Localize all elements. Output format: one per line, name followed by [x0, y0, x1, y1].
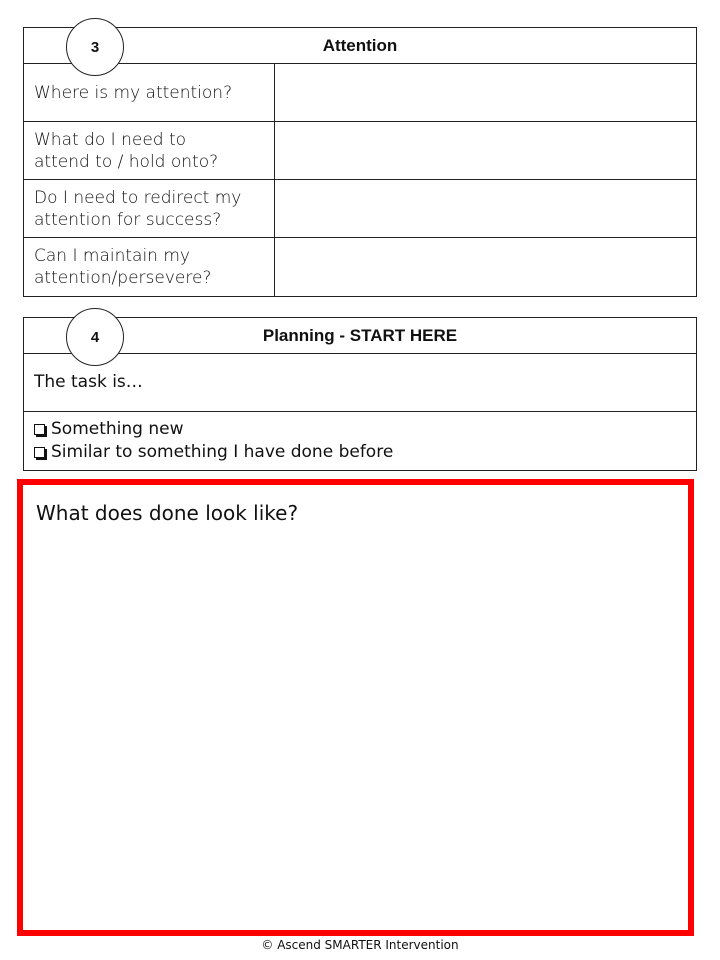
attention-question — [24, 64, 275, 121]
checklist-item-similar[interactable] — [34, 441, 686, 464]
attention-question — [24, 238, 275, 296]
attention-section — [23, 27, 697, 297]
attention-question-line: Where is my attention? — [34, 82, 233, 103]
done-prompt: What does done look like? — [36, 501, 299, 525]
attention-row — [24, 122, 696, 180]
copyright-footer: © Ascend SMARTER Intervention — [261, 938, 459, 952]
attention-question — [24, 180, 275, 237]
attention-row — [24, 238, 696, 296]
attention-row — [24, 64, 696, 122]
done-answer-box[interactable] — [17, 479, 694, 936]
attention-number-badge — [66, 18, 124, 76]
planning-header — [24, 318, 696, 354]
attention-header — [24, 28, 696, 64]
attention-answer-field[interactable] — [275, 64, 696, 121]
attention-question-line: What do I need to — [34, 129, 187, 150]
attention-number: 3 — [90, 38, 100, 56]
checkbox-icon[interactable] — [34, 424, 45, 435]
attention-question — [24, 122, 275, 179]
task-row[interactable] — [24, 354, 696, 412]
attention-title: Attention — [322, 35, 398, 55]
planning-title: Planning - START HERE — [262, 325, 458, 345]
planning-section — [23, 317, 697, 471]
attention-answer-field[interactable] — [275, 122, 696, 179]
task-label: The task is… — [34, 372, 143, 392]
checklist-label: Similar to something I have done before — [51, 442, 394, 462]
planning-number: 4 — [90, 328, 100, 346]
checklist-label: Something new — [51, 419, 184, 439]
task-type-checklist — [24, 412, 696, 470]
attention-answer-field[interactable] — [275, 180, 696, 237]
planning-number-badge — [66, 308, 124, 366]
checklist-item-new[interactable] — [34, 418, 686, 441]
attention-answer-field[interactable] — [275, 238, 696, 296]
attention-question-line: attend to / hold onto? — [34, 151, 219, 172]
checkbox-icon[interactable] — [34, 447, 45, 458]
attention-row — [24, 180, 696, 238]
attention-question-line: Can I maintain my — [34, 246, 190, 266]
attention-question-line: attention/persevere? — [34, 268, 212, 288]
attention-question-line: Do I need to redirect my — [34, 187, 242, 208]
attention-question-line: attention for success? — [34, 209, 222, 230]
